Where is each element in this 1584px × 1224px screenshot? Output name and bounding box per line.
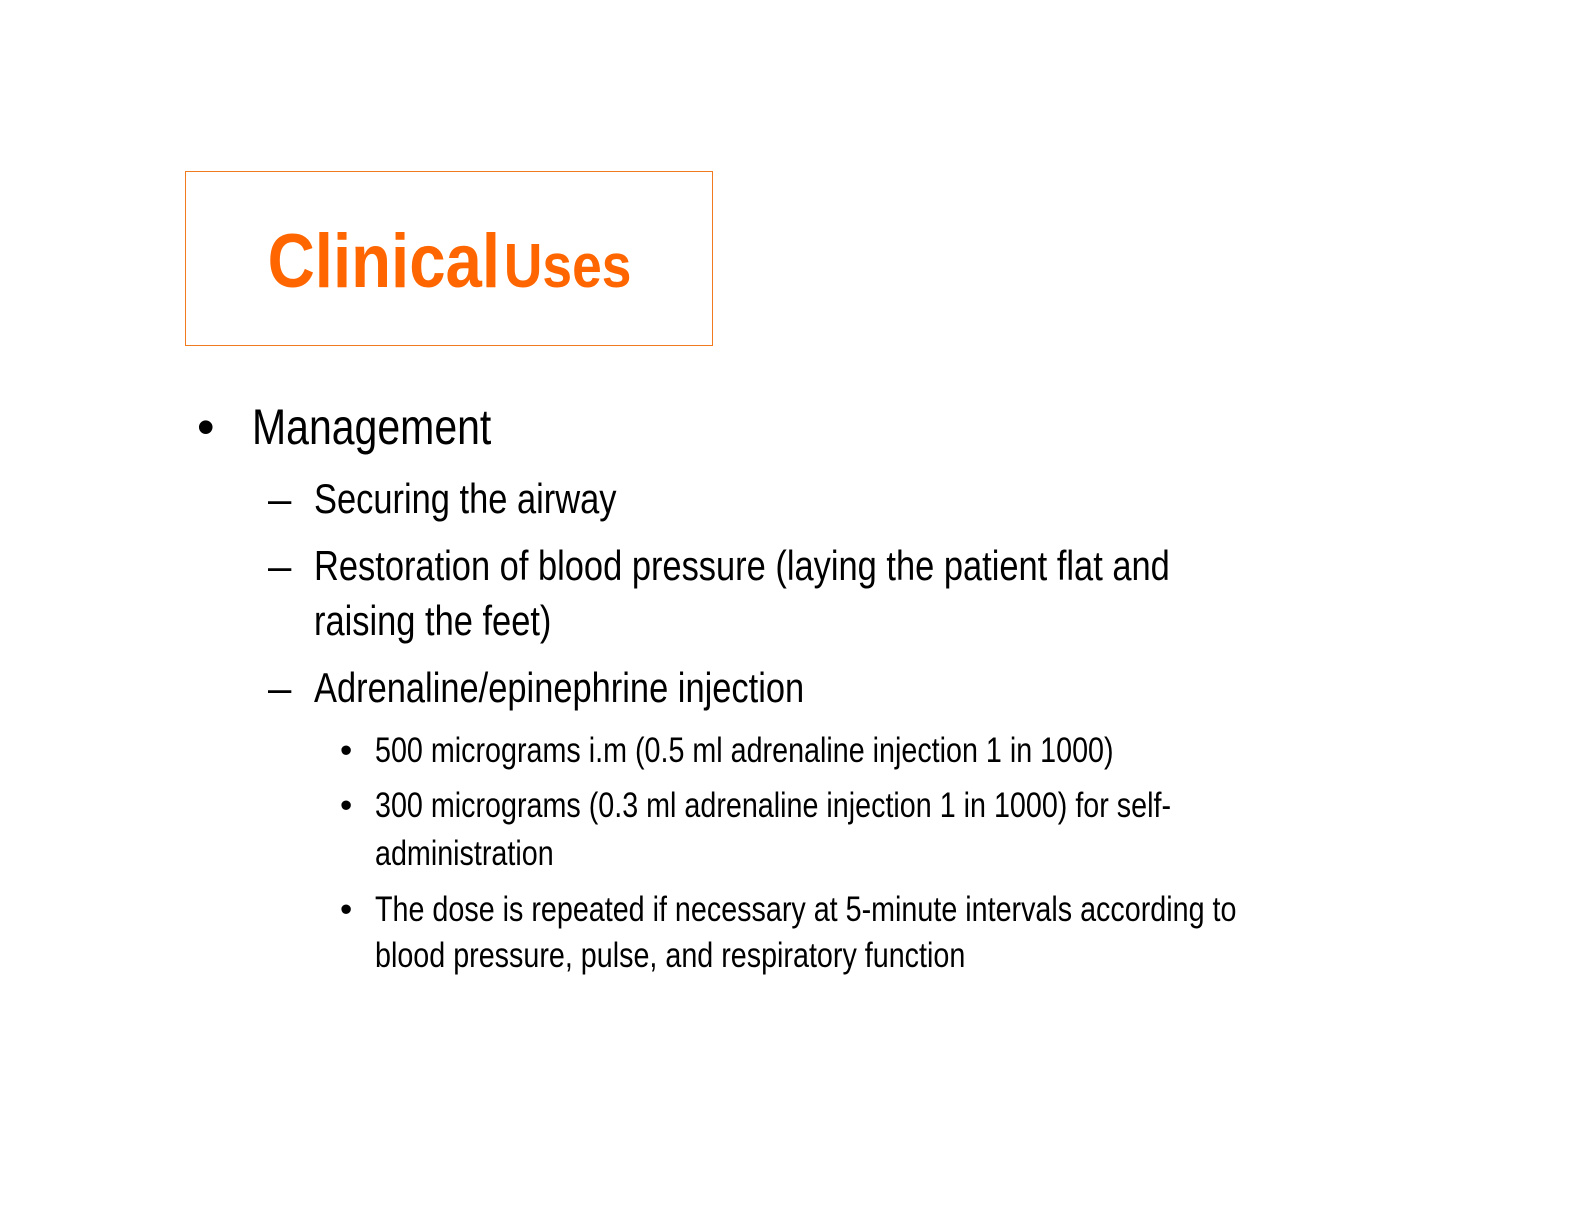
subbullet-securing-airway: Securing the airway	[314, 475, 617, 522]
small-bullet-icon: •	[340, 890, 353, 929]
title-box	[185, 171, 713, 346]
small-bullet-icon: •	[340, 731, 353, 770]
dose-repeat-line1: The dose is repeated if necessary at 5-minute intervals according to	[375, 890, 1237, 929]
small-bullet-icon: •	[340, 786, 353, 825]
slide-title	[186, 219, 712, 304]
dash-icon: –	[268, 475, 292, 522]
bullet-dot-icon: •	[197, 399, 215, 455]
dose-repeat-line2: blood pressure, pulse, and respiratory function	[375, 936, 966, 975]
subbullet-adrenaline-injection: Adrenaline/epinephrine injection	[314, 664, 805, 711]
subbullet-restoration-bp-line1: Restoration of blood pressure (laying the patient flat and	[314, 542, 1170, 589]
title-word-uses: Uses	[503, 232, 631, 301]
title-word-clinical: Clinical	[267, 219, 500, 304]
dash-icon: –	[268, 664, 292, 711]
dose-500-micrograms: 500 micrograms i.m (0.5 ml adrenaline injection 1 in 1000)	[375, 731, 1114, 770]
subbullet-restoration-bp-line2: raising the feet)	[314, 597, 552, 644]
dash-icon: –	[268, 542, 292, 589]
dose-300-micrograms-line1: 300 micrograms (0.3 ml adrenaline injection 1 in 1000) for self-	[375, 786, 1172, 825]
bullet-management: Management	[252, 399, 492, 455]
dose-300-micrograms-line2: administration	[375, 834, 554, 873]
